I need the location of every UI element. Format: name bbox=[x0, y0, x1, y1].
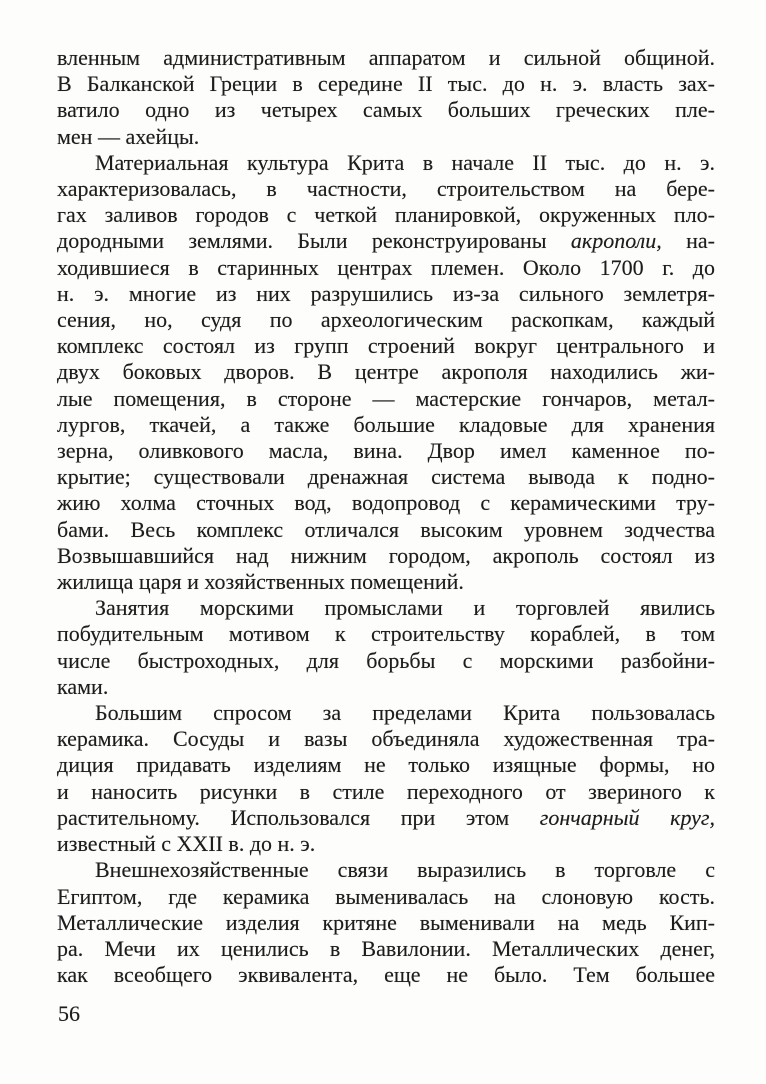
text-line bbox=[57, 674, 715, 700]
text-segment: н. э. многие из них разрушились из-за сильного землетря- bbox=[57, 280, 715, 306]
text-segment: растительному. Использовался при этом bbox=[57, 804, 540, 830]
text-line bbox=[57, 202, 715, 228]
text-segment: диция придавать изделиям не только изящные формы, но bbox=[57, 752, 715, 778]
text-line bbox=[57, 726, 715, 752]
text-segment: керамика. Сосуды и вазы объединяла художественная тра- bbox=[57, 726, 715, 752]
text-line bbox=[57, 805, 715, 831]
text-segment: Внешнехозяйственные связи выразились в торговле с bbox=[95, 857, 715, 883]
text-line bbox=[57, 517, 715, 543]
text-segment: сения, но, судя по археологическим раскопкам, каждый bbox=[57, 307, 715, 333]
text-line bbox=[57, 831, 715, 857]
text-segment: ватило одно из четырех самых больших греческих пле- bbox=[57, 97, 715, 123]
text-line bbox=[57, 543, 715, 569]
text-segment: и наносить рисунки в стиле переходного от звериного к bbox=[57, 778, 715, 804]
text-line bbox=[57, 71, 715, 97]
text-segment: Большим спросом за пределами Крита пользовалась bbox=[95, 700, 715, 726]
text-line bbox=[57, 255, 715, 281]
text-segment: известный с XXII в. до н. э. bbox=[57, 831, 316, 857]
text-line bbox=[57, 412, 715, 438]
text-line bbox=[57, 150, 715, 176]
text-segment: вленным административным аппаратом и сильной общиной. bbox=[57, 45, 715, 70]
text-segment: Занятия морскими промыслами и торговлей явились bbox=[95, 595, 715, 621]
text-line bbox=[57, 464, 715, 490]
text-segment: Материальная культура Крита в начале II тыс. до н. э. bbox=[95, 149, 715, 175]
text-line bbox=[57, 910, 715, 936]
text-segment: бами. Весь комплекс отличался высоким уровнем зодчества bbox=[57, 516, 715, 542]
text-segment: ра. Мечи их ценились в Вавилонии. Металлических денег, bbox=[57, 935, 715, 961]
page-text bbox=[57, 45, 715, 988]
paragraph bbox=[57, 150, 715, 595]
text-line bbox=[57, 176, 715, 202]
text-line bbox=[57, 228, 715, 254]
text-segment: как всеобщего эквивалента, еще не было. Тем большее bbox=[57, 962, 715, 988]
text-line bbox=[57, 621, 715, 647]
paragraph bbox=[57, 45, 715, 150]
text-segment: лые помещения, в стороне — мастерские гончаров, метал- bbox=[57, 385, 715, 411]
text-line bbox=[57, 281, 715, 307]
paragraph bbox=[57, 595, 715, 700]
page-number: 56 bbox=[58, 1001, 80, 1026]
text-line bbox=[57, 569, 715, 595]
text-segment: Египтом, где керамика выменивалась на слоновую кость. bbox=[57, 883, 715, 909]
text-line bbox=[57, 700, 715, 726]
text-segment: жию холма сточных вод, водопровод с керамическими тру- bbox=[57, 490, 715, 516]
text-line bbox=[57, 884, 715, 910]
italic-term: акрополи, bbox=[570, 228, 662, 254]
text-segment: мен — ахейцы. bbox=[57, 123, 200, 149]
italic-term: гончарный круг, bbox=[539, 804, 716, 830]
text-line bbox=[57, 490, 715, 516]
text-segment: ходившиеся в старинных центрах племен. Около 1700 г. до bbox=[57, 254, 715, 280]
text-line bbox=[57, 333, 715, 359]
text-segment: Металлические изделия критяне выменивали на медь Кип- bbox=[57, 909, 715, 935]
text-line bbox=[57, 752, 715, 778]
text-segment: ками. bbox=[57, 673, 109, 699]
text-line bbox=[57, 386, 715, 412]
text-line bbox=[57, 936, 715, 962]
text-segment: лургов, ткачей, а также большие кладовые для хранения bbox=[57, 411, 715, 437]
text-line bbox=[57, 124, 715, 150]
text-line bbox=[57, 45, 715, 71]
text-line bbox=[57, 307, 715, 333]
text-segment: В Балканской Греции в середине II тыс. до н. э. власть зах- bbox=[57, 71, 715, 97]
text-segment: побудительным мотивом к строительству кораблей, в том bbox=[57, 621, 715, 647]
text-line bbox=[57, 857, 715, 883]
text-segment: числе быстроходных, для борьбы с морскими разбойни- bbox=[57, 647, 715, 673]
paragraph bbox=[57, 857, 715, 988]
text-segment: зерна, оливкового масла, вина. Двор имел каменное по- bbox=[57, 438, 715, 464]
text-line bbox=[57, 359, 715, 385]
text-segment: характеризовалась, в частности, строительством на бере- bbox=[57, 176, 715, 202]
text-segment: Возвышавшийся над нижним городом, акрополь состоял из bbox=[57, 542, 715, 568]
text-segment: двух боковых дворов. В центре акрополя находились жи- bbox=[57, 359, 715, 385]
text-line bbox=[57, 648, 715, 674]
text-segment: на- bbox=[661, 228, 715, 254]
text-line bbox=[57, 595, 715, 621]
text-segment: гах заливов городов с четкой планировкой, окруженных пло- bbox=[57, 202, 715, 228]
text-segment: жилища царя и хозяйственных помещений. bbox=[57, 569, 464, 595]
text-segment: дородными землями. Были реконструированы bbox=[57, 228, 571, 254]
text-segment: комплекс состоял из групп строений вокруг центрального и bbox=[57, 333, 715, 359]
text-line bbox=[57, 97, 715, 123]
paragraph bbox=[57, 700, 715, 857]
text-line bbox=[57, 779, 715, 805]
text-line bbox=[57, 438, 715, 464]
text-line bbox=[57, 962, 715, 988]
text-segment: крытие; существовали дренажная система вывода к подно- bbox=[57, 464, 715, 490]
